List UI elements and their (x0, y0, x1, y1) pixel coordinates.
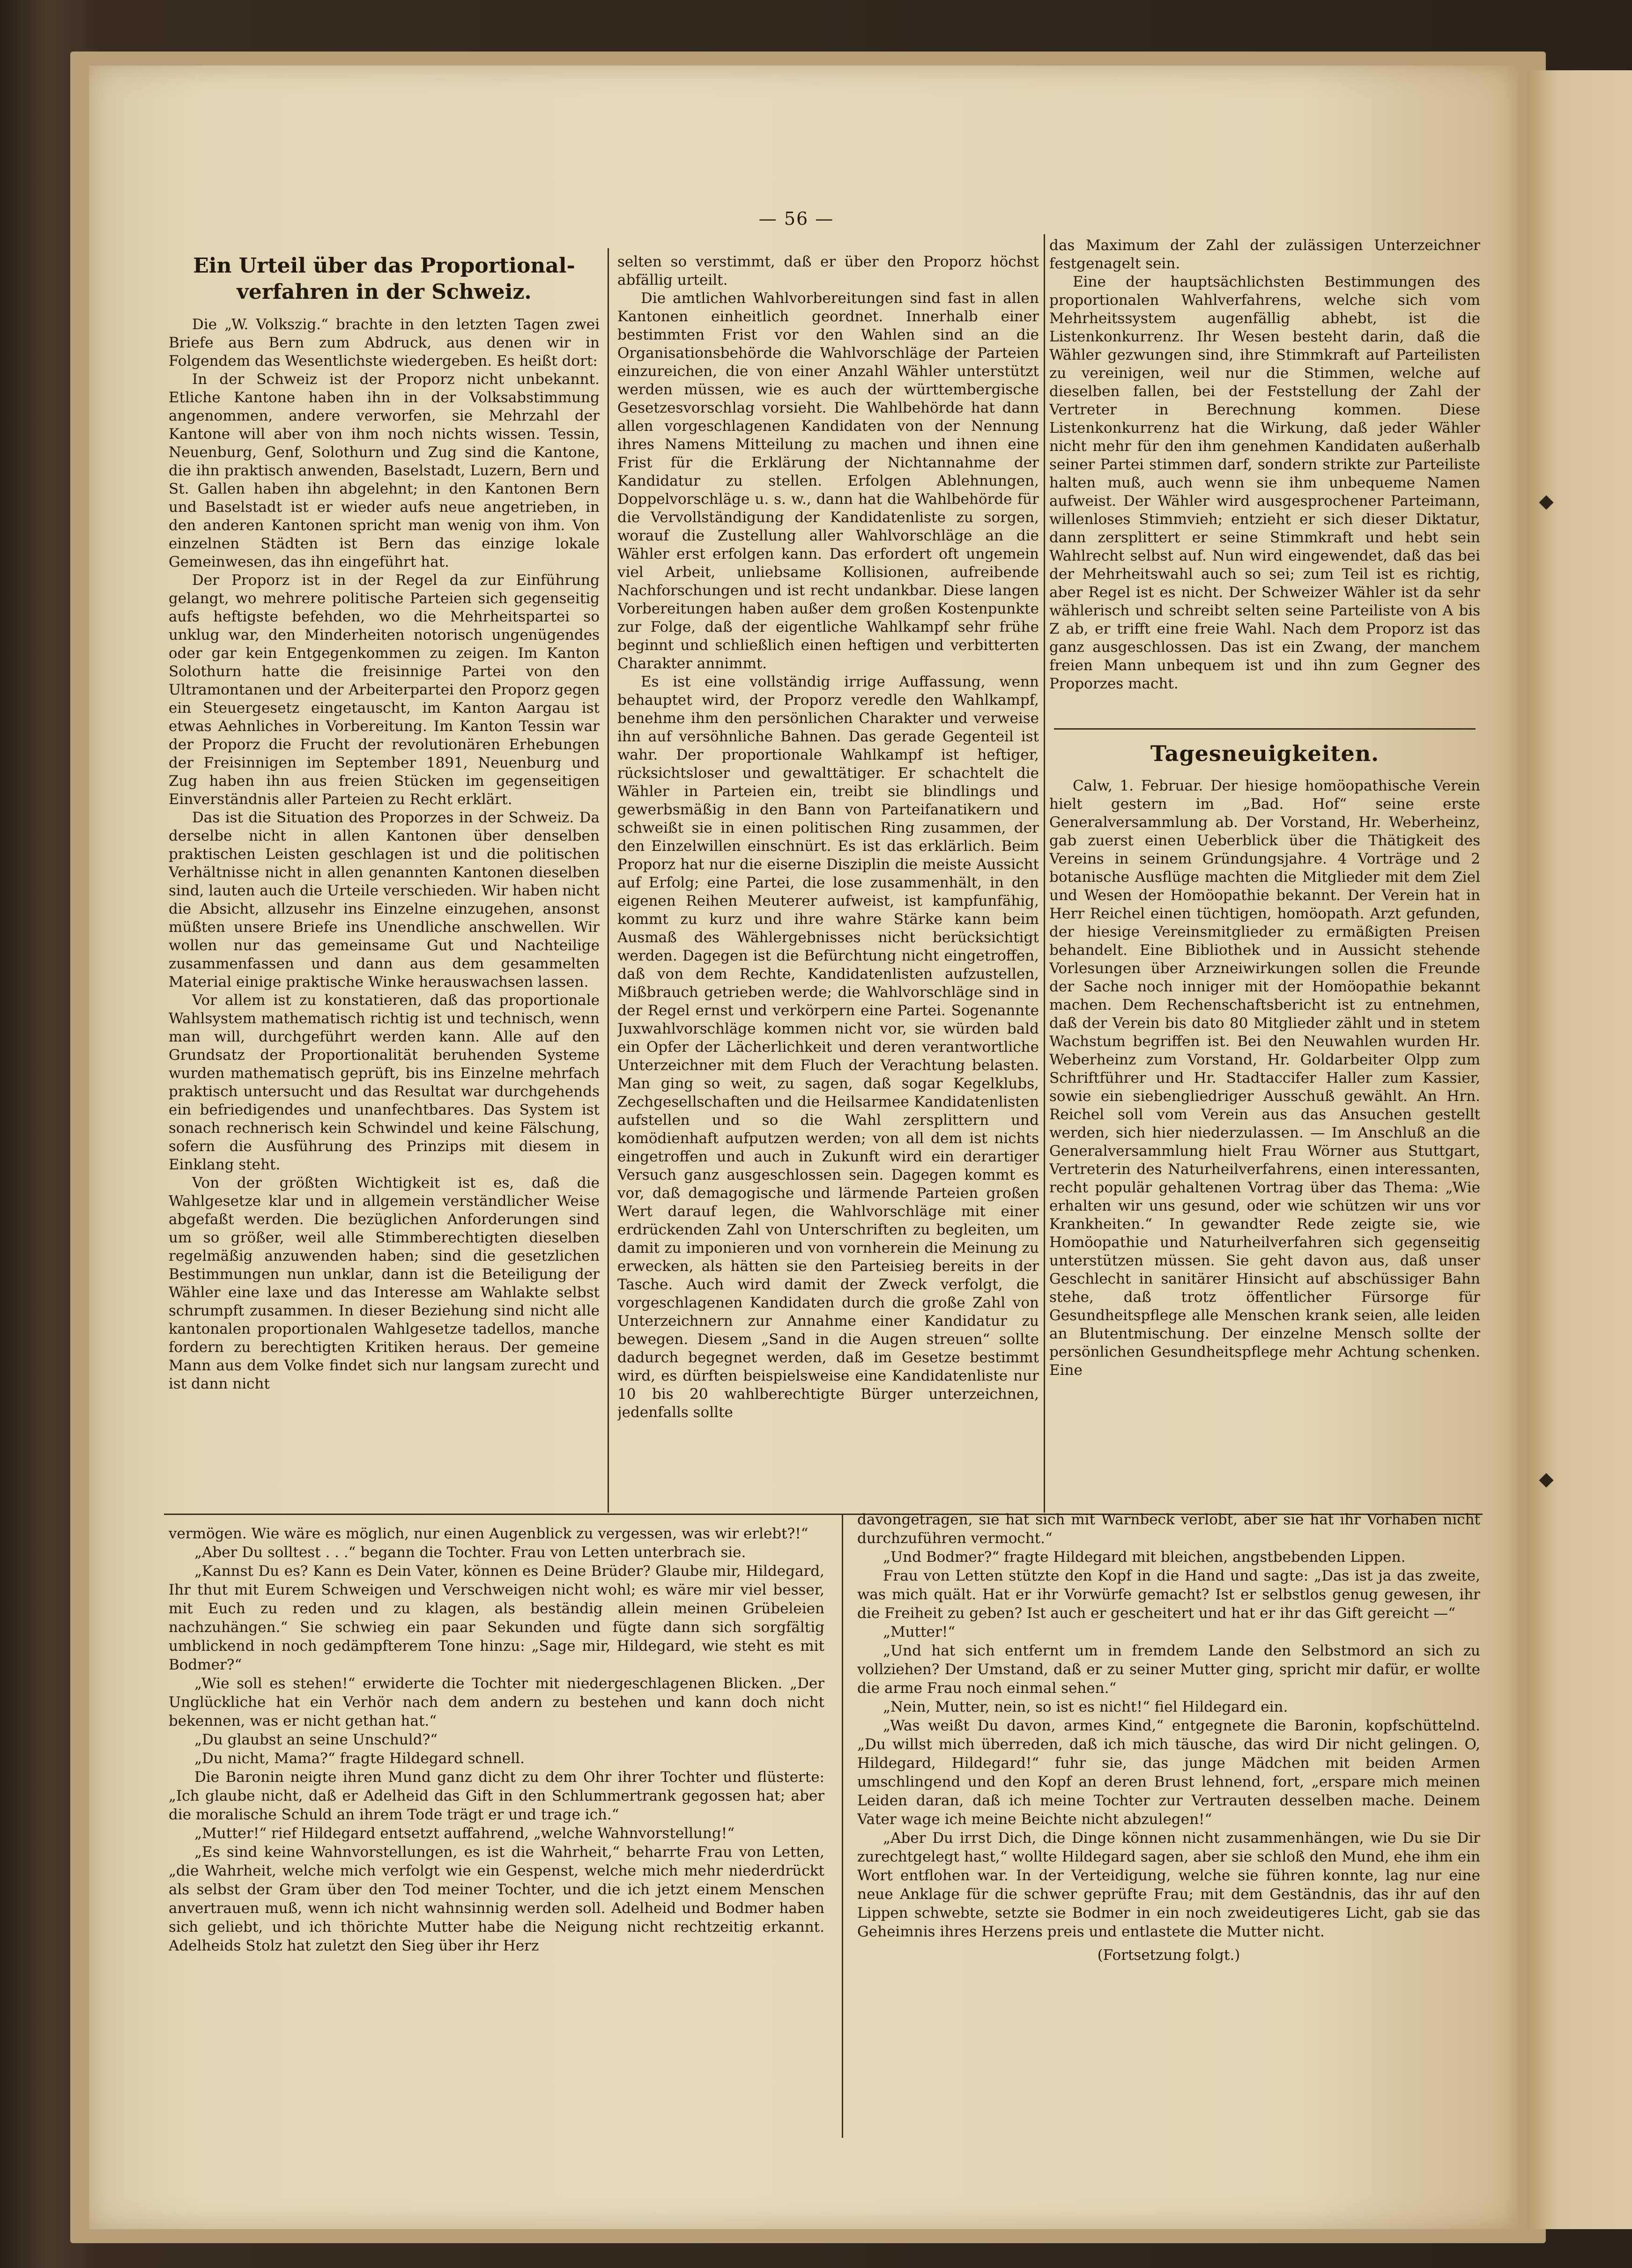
article-paragraph: Von der größten Wichtigkeit ist es, daß die Wahlgesetze klar und in allgemein verständlicher Weise abgefaßt werden. Die bezüglichen Anforderungen sind um so größer, weil alle Stimmberechtigten dieselben regelmäßig anzuwenden haben; sind die gesetzlichen Bestimmungen nun unklar, dann ist die Beteiligung der Wähler eine laxe und das Interesse am Wahlakte selbst schrumpft zusammen. In dieser Beziehung sind nicht alle kantonalen proportionalen Wahlgesetze tadellos, manche fordern zu berechtigten Kritiken heraus. Der gemeine Mann aus dem Volke findet sich nur langsam zurecht und ist dann nicht (169, 1175, 600, 1392)
story-paragraph: davongetragen, sie hat sich mit Warnbeck verlobt, aber sie hat ihr Vorhaben nicht durchzuführen vermocht.“ (857, 1511, 1480, 1547)
article-paragraph: Die „W. Volkszig.“ brachte in den letzten Tagen zwei Briefe aus Bern zum Abdruck, aus denen wir in Folgendem das Wesentlichste wiedergeben. Es heißt dort: (169, 316, 600, 369)
article-column-3-body (1049, 236, 1480, 726)
article-paragraph: Vor allem ist zu konstatieren, daß das proportionale Wahlsystem mathematisch richtig ist und technisch, wenn man will, durchgeführt werden kann. Alle auf den Grundsatz der Proportionalität beruhenden Systeme wurden mathematisch geprüft, bis ins Einzelne mehrfach praktisch untersucht und das Resultat war durchgehends ein befriedigendes und unanfechtbares. Das System ist sonach rechnerisch kein Schwindel und keine Fälschung, sofern die Ausführung des Prinzips mit diesem in Einklang steht. (169, 992, 600, 1173)
article-paragraph: Der Proporz ist in der Regel da zur Einführung gelangt, wo mehrere politische Parteien sich gegenseitig aufs heftigste befehden, wo die Mehrheitspartei so unklug war, den Minderheiten notorisch ungenügendes oder gar kein Entgegenkommen zu zeigen. Im Kanton Solothurn hatte die freisinnige Partei von den Ultramontanen und der Arbeiterpartei den Proporz gegen ein Steuergesetz eingetauscht, im Kanton Aargau ist etwas Aehnliches in Vorbereitung. Im Kanton Tessin war der Proporz die Frucht der revolutionären Erhebungen der Freisinnigen im September 1891, Neuenburg und Zug haben ihn aus freien Stücken im gegenseitigen Einverständnis aller Parteien zu Recht erklärt. (169, 572, 600, 808)
article-paragraph: Die amtlichen Wahlvorbereitungen sind fast in allen Kantonen einheitlich geordnet. Innerhalb einer bestimmten Frist vor den Wahlen sind an die Organisationsbehörde die Wahlvorschläge der Parteien einzureichen, die von einer Anzahl Wähler unterstützt werden müssen, wie es auch der württembergische Gesetzesvorschlag vorsieht. Die Wahlbehörde hat dann allen vorgeschlagenen Kandidaten von der Nennung ihres Namens Mitteilung zu machen und ihnen eine Frist für die Erklärung der Nichtannahme der Kandidatur zu stellen. Erfolgen Ablehnungen, Doppelvorschläge u. s. w., dann hat die Wahlbehörde für die Vervollständigung der Kandidatenliste zu sorgen, worauf die Zustellung aller Wahlvorschläge an die Wähler erst erfolgen kann. Das erfordert oft ungemein viel Arbeit, unliebsame Kollisionen, aufreibende Nachforschungen und ist recht undankbar. Diese langen Vorbereitungen haben außer dem großen Kostenpunkte zur Folge, daß der eigentliche Wahlkampf sehr frühe beginnt und schließlich einen heftigen und verbitterten Charakter annimmt. (617, 290, 1039, 672)
page-number: — 56 — (758, 208, 834, 229)
story-paragraph: „Und hat sich entfernt um in fremdem Lande den Selbstmord an sich zu vollziehen? Der Umstand, daß er zu seiner Mutter ging, spricht mir dafür, er wollte die arme Frau noch einmal sehen.“ (857, 1642, 1480, 1697)
article-headline: Ein Urteil über das Proportional-verfahren in der Schweiz. (193, 254, 575, 304)
article-column-1 (169, 253, 600, 1513)
story-paragraph: Die Baronin neigte ihren Mund ganz dicht zu dem Ohr ihrer Tochter und flüsterte: „Ich glaube nicht, daß er Adelheid das Gift in den Schlummertrank gegossen hat; aber die moralische Schuld an ihrem Tode trägt er und trage ich.“ (169, 1769, 824, 1823)
article-paragraph: selten so verstimmt, daß er über den Proporz höchst abfällig urteilt. (617, 253, 1039, 288)
facing-page-edge (1527, 70, 1632, 2229)
column-rule-2 (1044, 234, 1045, 1513)
news-heading: Tagesneuigkeiten. (1150, 741, 1380, 766)
news-body (1049, 777, 1480, 1493)
story-paragraph: „Aber Du solltest . . .“ begann die Tochter. Frau von Letten unterbrach sie. (194, 1544, 746, 1561)
story-paragraph: „Kannst Du es? Kann es Dein Vater, können es Deine Brüder? Glaube mir, Hildegard, Ihr thut mit Eurem Schweigen und Verschweigen nicht wohl; es wäre mir viel besser, mit Euch zu reden und zu klagen, als beständig allein meinen Grübeleien nachzuhängen.“ Sie schwieg ein paar Sekunden und fügte dann sich sorgfältig umblickend in noch gedämpfterem Tone hinzu: „Sage mir, Hildegard, wie steht es mit Bodmer?“ (169, 1563, 824, 1673)
article-column-3 (1049, 236, 1480, 1510)
continuation-note: (Fortsetzung folgt.) (1097, 1947, 1240, 1964)
story-paragraph: „Was weißt Du davon, armes Kind,“ entgegnete die Baronin, kopfschüttelnd. „Du willst mich überreden, daß ich mich täusche, das wird Dir nicht gelingen. O, Hildegard, Hildegard!“ fuhr sie, das junge Mädchen mit beiden Armen umschlingend und den Kopf an deren Brust lehnend, fort, „erspare mich meinen Leiden daran, daß ich meine Tochter zur Vertrauten desselben mache. Deinem Vater wage ich meine Beichte nicht abzulegen!“ (857, 1717, 1480, 1828)
story-paragraph: „Nein, Mutter, nein, so ist es nicht!“ fiel Hildegard ein. (883, 1699, 1288, 1715)
story-paragraph: „Und Bodmer?“ fragte Hildegard mit bleichen, angstbebenden Lippen. (883, 1549, 1406, 1566)
story-paragraph: „Es sind keine Wahnvorstellungen, es ist die Wahrheit,“ beharrte Frau von Letten, „die Wahrheit, welche mich verfolgt wie ein Gespenst, welche mich mehr niederdrückt als selbst der Gram über den Tod meiner Tochter, und die ich jetzt einem Menschen anvertrauen muß, wenn ich nicht wahnsinnig werden soll. Adelheid und Bodmer haben sich geliebt, und ich thörichte Mutter habe die Neigung nicht rechtzeitig erkannt. Adelheids Stolz hat zuletzt den Sieg über ihr Herz (169, 1844, 824, 1954)
story-column-right (857, 1510, 1480, 2157)
article-column-2 (617, 253, 1039, 1513)
article-paragraph: In der Schweiz ist der Proporz nicht unbekannt. Etliche Kantone haben ihn in der Volksabstimmung angenommen, andere verworfen, sie Mehrzahl der Kantone will aber von ihm noch nichts wissen. Tessin, Neuenburg, Genf, Solothurn und Zug sind die Kantone, die ihn praktisch anwenden, Baselstadt, Luzern, Bern und St. Gallen haben ihn abgelehnt; in den Kantonen Bern und Baselstadt ist er wieder aufs neue angetrieben, in den anderen Kantonen spricht man wenig von ihm. Von einzelnen Städten ist Bern das einzige lokale Gemeinwesen, das ihn eingeführt hat. (169, 371, 600, 570)
story-paragraph: Frau von Letten stützte den Kopf in die Hand und sagte: „Das ist ja das zweite, was mich quält. Hat er ihr Vorwürfe gemacht? Ist er selbstlos genug gewesen, ihr die Freiheit zu geben? Ist auch er gescheitert und hat er ihr das Gift gereicht —“ (857, 1567, 1480, 1622)
article-column-1-body (169, 316, 600, 1444)
story-column-rule (842, 1515, 843, 2138)
article-paragraph: Es ist eine vollständig irrige Auffassung, wenn behauptet wird, der Proporz veredle den Wahlkampf, benehme ihm den persönlichen Charakter und verweise ihn auf versöhnliche Bahnen. Das gerade Gegenteil ist wahr. Der proportionale Wahlkampf ist heftiger, rücksichtsloser und gewalttätiger. Er schachtelt die Wähler in Parteien ein, treibt sie blindlings und gewerbsmäßig in den Bann von Parteifanatikern und schweißt sie in einen politischen Ring zusammen, der den Einzelwillen einschnürt. Es ist das erklärlich. Beim Proporz hat nur die eiserne Disziplin die meiste Aussicht auf Erfolg; eine Partei, die lose zusammenhält, in den eigenen Reihen Meuterer aufweist, ist kampfunfähig, kommt zu kurz und ihre wahre Stärke kann beim Ausmaß des Wählergebnisses nicht berücksichtigt werden. Dagegen ist die Befürchtung nicht eingetroffen, daß von dem Rechte, Kandidatenlisten aufzustellen, Mißbrauch getrieben werde; die Wahlvorschläge sind in der Regel ernst und verkörpern eine Partei. Sogenannte Juxwahlvorschläge kommen nicht vor, sie würden bald ein Opfer der Lächerlichkeit und deren verantwortliche Unterzeichner mit dem Fluch der Verachtung belasten. Man ging so weit, zu sagen, daß sogar Kegelklubs, Zechgesellschaften und die Heilsarmee Kandidatenlisten aufstellen und so die Wahl zersplittern und komödienhaft aufputzen werden; von all dem ist nichts eingetroffen und auch in Zukunft wird ein derartiger Versuch ganz ausgeschlossen sein. Dagegen kommt es vor, daß demagogische und lärmende Parteien großen Wert darauf legen, die Wahlvorschläge mit einer erdrückenden Zahl von Unterschriften zu begleiten, um damit zu imponieren und von vornherein die Meinung zu erwecken, als hätten sie den Parteisieg bereits in der Tasche. Auch wird damit der Zweck verfolgt, die vorgeschlagenen Kandidaten durch die große Zahl von Unterzeichnern zur Annahme einer Kandidatur zu bewegen. Diesem „Sand in die Augen streuen“ sollte dadurch begegnet werden, daß im Gesetze bestimmt wird, es dürften beispielsweise eine Kandidatenliste nur 10 bis 20 wahlberechtigte Bürger unterzeichnen, jedenfalls sollte (617, 673, 1039, 1421)
story-paragraph: „Du nicht, Mama?“ fragte Hildegard schnell. (194, 1750, 525, 1767)
article-paragraph: das Maximum der Zahl der zulässigen Unterzeichner festgenagelt sein. (1049, 237, 1480, 272)
article-paragraph: Das ist die Situation des Proporzes in der Schweiz. Da derselbe nicht in allen Kantonen über denselben praktischen Leisten geschlagen ist und die politischen Verhältnisse nicht in allen genannten Kantonen dieselben sind, lauten auch die Urteile verschieden. Wir haben nicht die Absicht, allzusehr ins Einzelne einzugehen, ansonst müßten unsere Briefe ins Unendliche anschwellen. Wir wollen nur das gemeinsame Gut und Nachteilige zusammenfassen und dann aus dem gesammelten Material einige praktische Winke herauswachsen lassen. (169, 809, 600, 990)
story-paragraph: „Mutter!“ rief Hildegard entsetzt auffahrend, „welche Wahnvorstellung!“ (194, 1825, 735, 1842)
story-column-left (169, 1524, 824, 2157)
story-paragraph: „Wie soll es stehen!“ erwiderte die Tochter mit niedergeschlagenen Blicken. „Der Unglückliche hat ein Verhör nach dem andern zu bestehen und kann doch nicht bekennen, was er nicht gethan hat.“ (169, 1675, 824, 1729)
story-paragraph: vermögen. Wie wäre es möglich, nur einen Augenblick zu vergessen, was wir erlebt?!“ (169, 1525, 809, 1542)
article-paragraph: Eine der hauptsächlichsten Bestimmungen des proportionalen Wahlverfahrens, welche sich vom Mehrheitssystem augenfällig abhebt, ist die Listenkonkurrenz. Ihr Wesen besteht darin, daß die Wähler gezwungen sind, ihre Stimmkraft auf Parteilisten zu vereinigen, weil nur die Stimmen, welche auf dieselben fallen, bei der Feststellung der Zahl der Vertreter in Berechnung kommen. Diese Listenkonkurrenz hat die Wirkung, daß jeder Wähler nicht mehr für den ihm genehmen Kandidaten außerhalb seiner Partei stimmen darf, sondern strikte zur Parteiliste halten muß, auch wenn sie ihm unbequeme Namen aufweist. Der Wähler wird ausgesprochener Parteimann, willenloses Stimmvieh; entzieht er sich dieser Diktatur, dann zersplittert er seine Stimmkraft und hebt sein Wahlrecht selbst auf. Nun wird eingewendet, daß das bei der Mehrheitswahl auch so sei; zum Teil ist es richtig, aber Regel ist es nicht. Der Schweizer Wähler ist da sehr wählerisch und schreibt selten seine Parteiliste von A bis Z ab, er trifft eine freie Wahl. Nach dem Proporz ist das ganz ausgeschlossen. Das ist ein Zwang, der manchem freien Mann unbequem ist und ihn zum Gegner des Proporzes macht. (1049, 273, 1480, 692)
article-column-2-body (617, 253, 1039, 1513)
news-paragraph: Calw, 1. Februar. Der hiesige homöopathische Verein hielt gestern im „Bad. Hof“ seine erste Generalversammlung ab. Der Vorstand, Hr. Weberheinz, gab zuerst einen Ueberblick über die Thätigkeit des Vereins in seinem Gründungsjahre. 4 Vorträge und 2 botanische Ausflüge machten die Mitglieder mit dem Ziel und Wesen der Homöopathie bekannt. Der Verein hat in Herr Reichel einen tüchtigen, homöopath. Arzt gefunden, der hiesige Vereinsmitglieder zu ermäßigten Preisen behandelt. Eine Bibliothek und in Aussicht stehende Vorlesungen über Arzneiwirkungen sollen die Freunde der Sache noch inniger mit der Homöopathie bekannt machen. Dem Rechenschaftsbericht ist zu entnehmen, daß der Verein bis dato 80 Mitglieder zählt und in stetem Wachstum begriffen ist. Bei den Neuwahlen wurden Hr. Weberheinz zum Vorstand, Hr. Goldarbeiter Olpp zum Schriftführer und Hr. Stadtaccifer Haller zum Kassier, sowie ein siebengliedriger Ausschuß gewählt. An Hrn. Reichel soll vom Verein aus das Ansuchen gestellt werden, sich hier niederzulassen. — Im Anschluß an die Generalversammlung hielt Frau Wörner aus Stuttgart, Vertreterin des Naturheilverfahrens, einen interessanten, recht populär gehaltenen Vortrag über das Thema: „Wie erhalten wir uns gesund, oder wie schützen wir uns vor Krankheiten.“ In gewandter Rede zeigte sie, wie Homöopathie und Naturheilverfahren sich gegenseitig unterstützen müssen. Sie geht davon aus, daß unser Geschlecht in sanitärer Hinsicht auf abschüssiger Bahn stehe, daß trotz öffentlicher Fürsorge für Gesundheitspflege alle Menschen krank seien, alle leiden an Blutentmischung. Der einzelne Mensch sollte der persönlichen Gesundheitspflege mehr Achtung schenken. Eine (1049, 777, 1480, 1379)
story-paragraph: „Aber Du irrst Dich, die Dinge können nicht zusammenhängen, wie Du sie Dir zurechtgelegt hast,“ wollte Hildegard sagen, aber sie schloß den Mund, ehe ihm ein Wort entflohen war. In der Verteidigung, welche sie führen konnte, lag nur eine neue Anklage für die schwer geprüfte Frau; mit dem Geständnis, das ihr auf den Lippen schwebte, setzte sie Bodmer in ein noch zweideutigeres Licht, gab sie das Geheimnis ihres Herzens preis und entlastete die Mutter nicht. (857, 1830, 1480, 1940)
story-paragraph: „Mutter!“ (883, 1624, 956, 1640)
story-paragraph: „Du glaubst an seine Unschuld?“ (194, 1731, 438, 1748)
column-rule-1 (608, 248, 609, 1513)
